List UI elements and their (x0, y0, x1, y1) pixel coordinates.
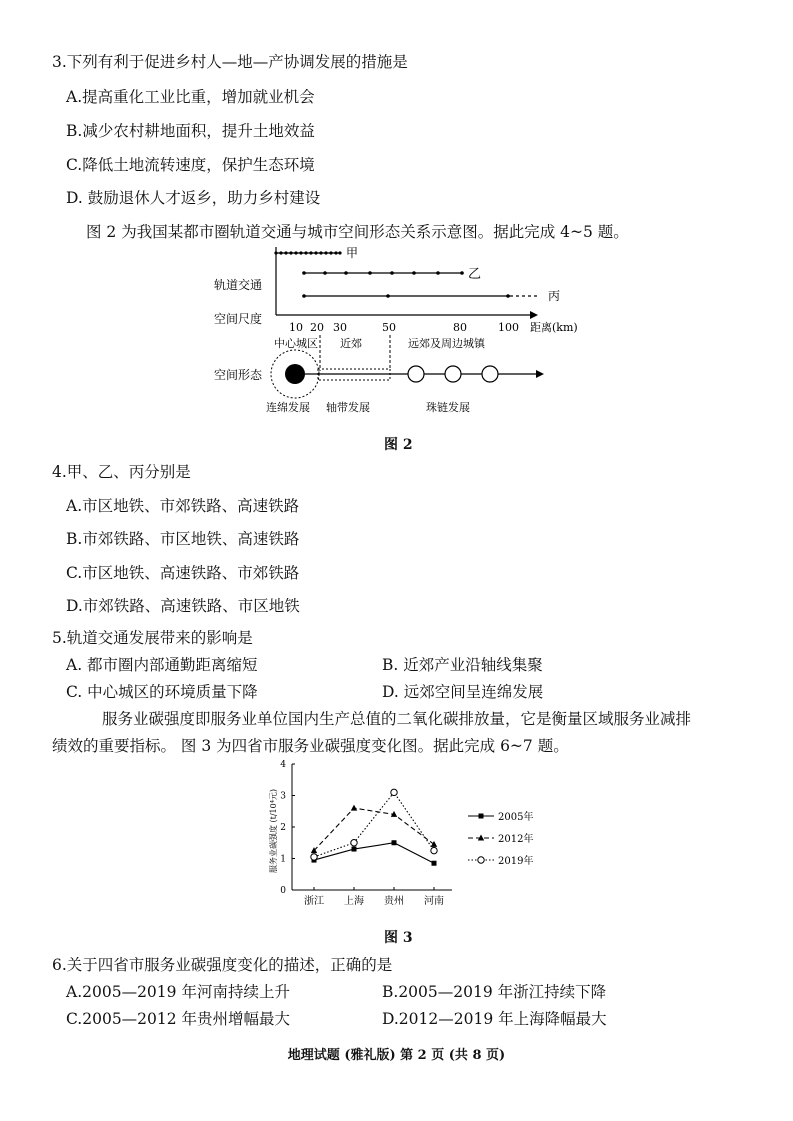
q6-option-a: A.2005—2019 年河南持续上升 (66, 983, 290, 1001)
q4-option-c: C.市区地铁、高速铁路、市郊铁路 (66, 564, 300, 582)
intro-q6-7-line2: 绩效的重要指标。 图 3 为四省市服务业碳强度变化图。据此完成 6~7 题。 (52, 737, 569, 755)
q5-option-c: C. 中心城区的环境质量下降 (66, 683, 258, 701)
y-tick-label: 3 (280, 791, 286, 802)
legend-label: 2005年 (498, 812, 534, 823)
zone-center: 中心城区 (274, 337, 318, 350)
form-beads: 珠链发展 (426, 401, 470, 414)
y-tick-label: 2 (280, 823, 286, 833)
form-axis: 轴带发展 (326, 401, 370, 414)
q3-option-b: B.减少农村耕地面积，提升土地效益 (66, 122, 315, 140)
data-point (311, 854, 317, 860)
label-bing: 丙 (548, 289, 561, 303)
q3-option-a: A.提高重化工业比重，增加就业机会 (66, 88, 315, 106)
data-point (391, 789, 397, 795)
series-line (314, 792, 434, 857)
tick-80: 80 (453, 321, 467, 334)
row-label-form: 空间形态 (214, 368, 263, 382)
tick-50: 50 (382, 321, 396, 334)
q5-option-d: D. 远郊空间呈连绵发展 (382, 683, 544, 701)
data-point (351, 840, 357, 846)
chart-y-label: 服务业碳强度 (t/10⁴元) (269, 788, 278, 874)
form-continuous: 连绵发展 (266, 401, 310, 414)
q3-stem: 3.下列有利于促进乡村人—地—产协调发展的措施是 (52, 53, 408, 71)
data-point (431, 841, 437, 847)
q5-option-b: B. 近郊产业沿轴线集聚 (382, 656, 543, 674)
tick-10: 10 (289, 321, 303, 334)
row-label-rail: 轨道交通 (214, 278, 263, 292)
q6-option-c: C.2005—2012 年贵州增幅最大 (66, 1010, 291, 1028)
q3-option-d: D. 鼓励退休人才返乡，助力乡村建设 (66, 189, 321, 207)
q4-option-b: B.市郊铁路、市区地铁、高速铁路 (66, 530, 300, 548)
q6-stem: 6.关于四省市服务业碳强度变化的描述，正确的是 (52, 956, 393, 974)
page-footer: 地理试题 (雅礼版) 第 2 页 (共 8 页) (287, 1048, 506, 1063)
q4-stem: 4.甲、乙、丙分别是 (52, 463, 191, 481)
zone-far: 远郊及周边城镇 (408, 337, 485, 350)
q4-option-a: A.市区地铁、市郊铁路、高速铁路 (66, 497, 300, 515)
row-label-scale: 空间尺度 (214, 312, 263, 326)
x-tick-label: 河南 (424, 896, 444, 907)
x-tick-label: 浙江 (304, 896, 324, 907)
data-point (392, 840, 397, 845)
data-point (432, 861, 437, 866)
legend-marker (479, 814, 484, 819)
intro-q6-7-line1: 服务业碳强度即服务业单位国内生产总值的二氧化碳排放量，它是衡量区域服务业减排 (102, 710, 692, 728)
data-point (351, 805, 357, 811)
zone-near: 近郊 (340, 337, 362, 350)
tick-20: 20 (310, 321, 324, 334)
center-city-dot (285, 364, 305, 384)
y-tick-label: 0 (280, 886, 286, 896)
y-tick-label: 4 (280, 760, 286, 770)
figure-3-caption: 图 3 (384, 930, 413, 946)
legend-marker (478, 857, 484, 863)
q5-option-a: A. 都市圈内部通勤距离缩短 (66, 656, 258, 674)
intro-q4-5: 图 2 为我国某都市圈轨道交通与城市空间形态关系示意图。据此完成 4~5 题。 (86, 223, 629, 241)
legend-label: 2012年 (498, 834, 534, 845)
figure-3-chart (262, 756, 552, 906)
tick-30: 30 (333, 321, 347, 334)
data-point (431, 847, 437, 853)
q3-option-c: C.降低土地流转速度，保护生态环境 (66, 156, 315, 174)
figure-2-diagram (200, 243, 578, 423)
label-jia: 甲 (346, 246, 359, 260)
q4-option-d: D.市郊铁路、高速铁路、市区地铁 (66, 597, 300, 615)
q6-option-d: D.2012—2019 年上海降幅最大 (382, 1010, 607, 1028)
data-point (352, 847, 357, 852)
series-line (314, 843, 434, 863)
tick-100: 100 (498, 321, 519, 334)
x-tick-label: 贵州 (384, 896, 404, 907)
series-line (314, 808, 434, 851)
y-tick-label: 1 (280, 854, 286, 865)
q5-stem: 5.轨道交通发展带来的影响是 (52, 629, 253, 647)
legend-label: 2019年 (498, 856, 534, 867)
label-yi: 乙 (468, 267, 482, 282)
axis-distance-label: 距离(km) (530, 321, 578, 334)
figure-2-caption: 图 2 (384, 437, 413, 453)
q6-option-b: B.2005—2019 年浙江持续下降 (382, 983, 607, 1001)
x-tick-label: 上海 (344, 896, 364, 907)
